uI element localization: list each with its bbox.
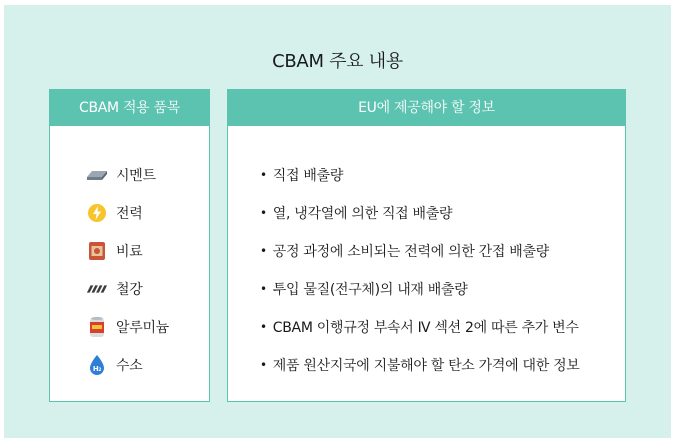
list-item bbox=[228, 346, 625, 384]
aluminium-icon bbox=[86, 316, 108, 338]
list-item bbox=[228, 232, 625, 270]
list-item bbox=[50, 270, 209, 308]
item-text: CBAM 이행규정 부속서 Ⅳ 섹션 2에 따른 추가 변수 bbox=[272, 320, 579, 336]
applicable-items-header: CBAM 적용 품목 bbox=[50, 90, 209, 126]
electricity-icon bbox=[86, 202, 108, 224]
bullet-icon: • bbox=[260, 320, 267, 334]
item-label: 전력 bbox=[116, 206, 143, 222]
item-text: 열, 냉각열에 의한 직접 배출량 bbox=[272, 206, 453, 222]
bullet-icon: • bbox=[260, 168, 267, 182]
required-info-header: EU에 제공해야 할 정보 bbox=[228, 90, 625, 126]
list-item bbox=[228, 270, 625, 308]
required-info-list bbox=[228, 156, 625, 384]
bullet-icon: • bbox=[260, 206, 267, 220]
hydrogen-icon bbox=[86, 354, 108, 376]
required-info-box bbox=[227, 89, 626, 402]
applicable-items-list bbox=[50, 156, 209, 384]
list-item bbox=[50, 156, 209, 194]
steel-icon bbox=[86, 278, 108, 300]
list-item bbox=[50, 232, 209, 270]
item-label: 수소 bbox=[116, 358, 143, 374]
item-text: 투입 물질(전구체)의 내재 배출량 bbox=[272, 282, 468, 298]
item-label: 알루미늄 bbox=[116, 320, 169, 336]
item-label: 시멘트 bbox=[116, 168, 156, 184]
applicable-items-box bbox=[49, 89, 210, 402]
cement-icon bbox=[86, 164, 108, 186]
list-item bbox=[50, 308, 209, 346]
list-item bbox=[228, 194, 625, 232]
item-text: 제품 원산지국에 지불해야 할 탄소 가격에 대한 정보 bbox=[272, 358, 580, 374]
bullet-icon: • bbox=[260, 244, 267, 258]
background-panel bbox=[4, 5, 671, 438]
bullet-icon: • bbox=[260, 358, 267, 372]
item-label: 철강 bbox=[116, 282, 143, 298]
fertilizer-icon bbox=[86, 240, 108, 262]
list-item bbox=[228, 308, 625, 346]
item-label: 비료 bbox=[116, 244, 143, 260]
list-item bbox=[50, 346, 209, 384]
diagram-title: CBAM 주요 내용 bbox=[272, 51, 403, 72]
list-item bbox=[50, 194, 209, 232]
item-text: 직접 배출량 bbox=[272, 168, 344, 184]
svg-text:H₂: H₂ bbox=[92, 365, 102, 373]
list-item bbox=[228, 156, 625, 194]
bullet-icon: • bbox=[260, 282, 267, 296]
item-text: 공정 과정에 소비되는 전력에 의한 간접 배출량 bbox=[272, 244, 549, 260]
